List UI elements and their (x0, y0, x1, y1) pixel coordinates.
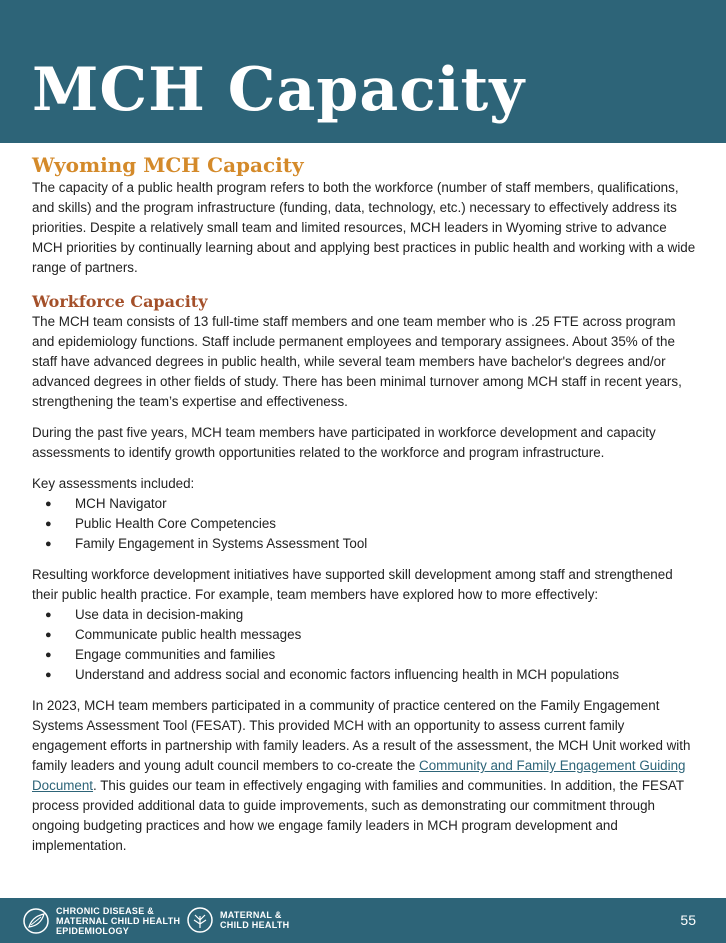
workforce-paragraph-3: Resulting workforce development initiatives have supported skill development among staff and strengthened their public health practice. For example, team members have explored how to more effectively: (32, 567, 673, 602)
paragraph4-text-before: In 2023, MCH team members participated in a community of practice centered on the Family Engagement Systems Assessment Tool (FESAT). This provided MCH with an opportunity to assess current family engagement efforts in partnership with family leaders. As a result of the assessment, the MCH Unit worked with family leaders and young adult council members to co-create the (32, 698, 691, 773)
maternal-child-health-logo (186, 906, 289, 934)
logo1-text (56, 906, 180, 936)
guiding-document-link[interactable]: Community and Family Engagement Guiding Document (32, 758, 686, 793)
list-item: ● Public Health Core Competencies (32, 514, 700, 534)
skills-list (32, 605, 700, 685)
list-item: ● Understand and address social and economic factors influencing health in MCH populations (32, 665, 700, 685)
leaf-circle-icon (22, 907, 50, 935)
workforce-paragraph-1: The MCH team consists of 13 full-time staff members and one team member who is .25 FTE across program and epidemiology functions. Staff include permanent employees and temporary assignees. About 35% of the staff have advanced degrees in public health, while several team members have bachelor's degrees and/or advanced degrees in other fields of study. There has been minimal turnover among MCH staff in recent years, strengthening the team’s expertise and effectiveness. (32, 314, 682, 409)
list-item: ● Engage communities and families (32, 645, 700, 665)
main-content (32, 152, 700, 856)
list-item: ● Use data in decision-making (32, 605, 700, 625)
assessments-intro: Key assessments included: (32, 476, 195, 491)
logo1-line: EPIDEMIOLOGY (56, 926, 130, 936)
workforce-paragraph-4 (32, 696, 700, 856)
page-number: 55 (680, 912, 696, 928)
capacity-paragraph: The capacity of a public health program refers to both the workforce (number of staff members, qualifications, and skills) and the program infrastructure (funding, data, technology, etc.) necessary to effectively address its priorities. Despite a relatively small team and limited resources, MCH leaders in Wyoming strive to advance MCH priorities by continually learning about and applying best practices in public health and working with a wide range of partners. (32, 180, 696, 275)
logo2-text (220, 910, 289, 930)
page-header (0, 0, 726, 143)
logo1-line: CHRONIC DISEASE & (56, 906, 155, 916)
list-item: ● Communicate public health messages (32, 625, 700, 645)
section-heading-wyoming-capacity: Wyoming MCH Capacity (32, 153, 304, 177)
tree-circle-icon (186, 906, 214, 934)
section-heading-workforce-capacity: Workforce Capacity (32, 292, 208, 311)
list-item: ● Family Engagement in Systems Assessment Tool (32, 534, 700, 554)
logo2-line: MATERNAL & (220, 910, 282, 920)
chronic-disease-epidemiology-logo (22, 906, 180, 936)
logo1-line: MATERNAL CHILD HEALTH (56, 916, 181, 926)
logo2-line: CHILD HEALTH (220, 920, 290, 930)
assessments-list (32, 494, 700, 554)
page-footer (0, 898, 726, 943)
workforce-paragraph-2: During the past five years, MCH team members have participated in workforce development and capacity assessments to identify growth opportunities related to the workforce and program infrastructure. (32, 425, 656, 460)
page-title: MCH Capacity (32, 55, 526, 125)
list-item: ● MCH Navigator (32, 494, 700, 514)
paragraph4-text-after: . This guides our team in effectively engaging with families and communities. In addition, the FESAT process provided additional data to guide improvements, such as demonstrating our commitment through ongoing budgeting practices and how we engage family leaders in MCH program development and implementation. (32, 778, 684, 853)
